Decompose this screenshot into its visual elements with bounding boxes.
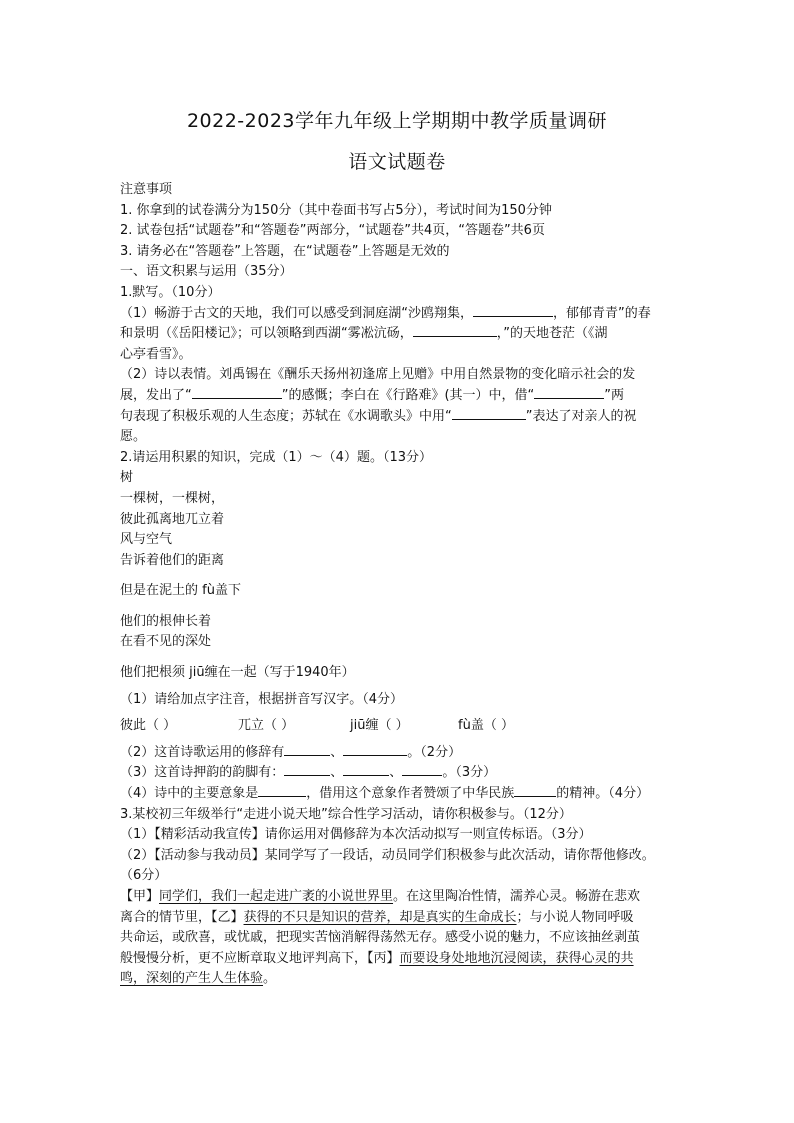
poem-line: 告诉着他们的距离 [120, 552, 225, 568]
q3-sub2: （2）【活动参与我动员】某同学写了一段话，动员同学们积极参与此次活动，请你帮他修改。 [120, 847, 655, 863]
answer-blank[interactable] [284, 743, 330, 756]
marker-jia: 【甲】 [120, 889, 160, 904]
q1-line: （2）诗以表情。刘禹锡在《酬乐天扬州初逢席上见赠》中用自然景物的变化暗示社会的发 [120, 367, 636, 383]
answer-blank[interactable] [343, 763, 389, 776]
poem-line: 在看不见的深处 [120, 634, 212, 650]
exam-subtitle: 语文试题卷 [348, 151, 446, 173]
notice-item: 3. 请务必在“答题卷”上答题，在“试题卷”上答题是无效的 [120, 243, 450, 259]
q2-sub1: （1）请给加点字注音，根据拼音写汉字。（4分） [120, 691, 404, 707]
q2-sub2: （2）这首诗歌运用的修辞有 、 。（2分） [120, 744, 462, 760]
q1-line: 和景明（《岳阳楼记》；可以领略到西湖“雾凇沆砀， ，”的天地苍茫（《湖 [120, 326, 608, 342]
q3-sub2-score: （6分） [120, 868, 168, 884]
answer-blank[interactable] [192, 386, 282, 399]
question-3-stem: 3.某校初三年级举行“走进小说天地”综合性学习活动，请你积极参与。（12分） [120, 806, 572, 822]
answer-blank[interactable] [343, 743, 407, 756]
underlined-sentence: 鸣，深刻的产生人生体验 [120, 971, 264, 987]
poem-line: 一棵树，一棵树， [120, 490, 225, 506]
paragraph-line: 般慢慢分析，更不应断章取义地评判高下，【丙】而要设身处地地沉浸阅读，获得心灵的共 [120, 950, 634, 966]
notice-item: 2. 试卷包括“试题卷”和“答题卷”两部分，“试题卷”共4页，“答题卷”共6页 [120, 223, 545, 239]
marker-bing: 【丙】 [367, 950, 400, 966]
marker-yi: 【乙】 [211, 909, 244, 925]
answer-blank[interactable] [514, 784, 556, 797]
answer-blank[interactable] [473, 304, 553, 317]
poem-line: 他们把根须 jiū缠在一起（写于1940年） [120, 665, 355, 681]
paragraph-line: 共命运，或欣喜，或忧戚，把现实苦恼消解得荡然无存。感受小说的魅力，不应该抽丝剥茧 [120, 930, 641, 946]
question-2-stem: 2.请运用积累的知识，完成（1）～（4）题。（13分） [120, 449, 432, 465]
q1-line: （1）畅游于古文的天地，我们可以感受到洞庭湖“沙鸥翔集， ，郁郁青青”的春 [120, 305, 651, 321]
question-1-stem: 1.默写。（10分） [120, 284, 221, 300]
exam-body [120, 180, 680, 990]
q1-line: 心亭看雪》。 [120, 346, 192, 362]
q3-sub1: （1）【精彩活动我宣传】请你运用对偶修辞为本次活动拟写一则宣传标语。（3分） [120, 827, 592, 843]
poem-line: 他们的根伸长着 [120, 613, 212, 629]
paragraph-line: 鸣，深刻的产生人生体验。 [120, 971, 277, 987]
underlined-sentence: 获得的不只是知识的营养，却是真实的生命成长 [243, 909, 517, 925]
answer-blank[interactable] [284, 763, 330, 776]
exam-title: 2022-2023学年九年级上学期期中教学质量调研 [186, 110, 608, 132]
answer-blank[interactable] [413, 324, 497, 337]
answer-blank[interactable] [534, 386, 604, 399]
pinyin-item[interactable]: 兀立（ ） [238, 718, 295, 734]
q2-sub4: （4）诗中的主要意象是 ，借用这个意象作者赞颂了中华民族 的精神。（4分） [120, 786, 650, 802]
notice-heading: 注意事项 [120, 182, 173, 197]
q1-line: 愿。 [120, 429, 147, 445]
poem-line: 风与空气 [120, 532, 173, 548]
pinyin-row [120, 716, 680, 737]
poem-line: 但是在泥土的 fù盖下 [120, 583, 241, 599]
section-heading: 一、语文积累与运用（35分） [120, 264, 293, 280]
underlined-sentence: 而要设身处地地沉浸阅读，获得心灵的共 [399, 950, 634, 966]
pinyin-item[interactable]: jiū缠（ ） [350, 718, 409, 734]
answer-blank[interactable] [452, 407, 526, 420]
poem-title: 树 [120, 470, 134, 486]
paragraph-line: 离合的情节里，【乙】获得的不只是知识的营养，却是真实的生命成长；与小说人物同呼吸 [120, 909, 634, 925]
pinyin-item[interactable]: fù盖（ ） [458, 718, 514, 734]
q2-sub3: （3）这首诗押韵的韵脚有： 、 、 。（3分） [120, 765, 497, 781]
q1-line: 句表现了积极乐观的人生态度；苏轼在《水调歌头》中用“ ”表达了对亲人的祝 [120, 408, 637, 424]
underlined-sentence: 同学们，我们一起走进广袤的小说世界里 [159, 889, 394, 904]
poem-line: 彼此孤离地兀立着 [120, 511, 225, 527]
pinyin-item[interactable]: 彼此（ ） [120, 718, 177, 734]
paragraph-line: 【甲】同学们，我们一起走进广袤的小说世界里。在这里陶冶性情，濡养心灵。畅游在悲欢 [120, 889, 641, 904]
q1-line: 展，发出了“ ”的感慨；李白在《行路难》(其一）中，借“ ”两 [120, 387, 625, 403]
answer-blank[interactable] [258, 784, 306, 797]
notice-item: 1. 你拿到的试卷满分为150分（其中卷面书写占5分），考试时间为150分钟 [120, 202, 552, 218]
answer-blank[interactable] [402, 763, 442, 776]
